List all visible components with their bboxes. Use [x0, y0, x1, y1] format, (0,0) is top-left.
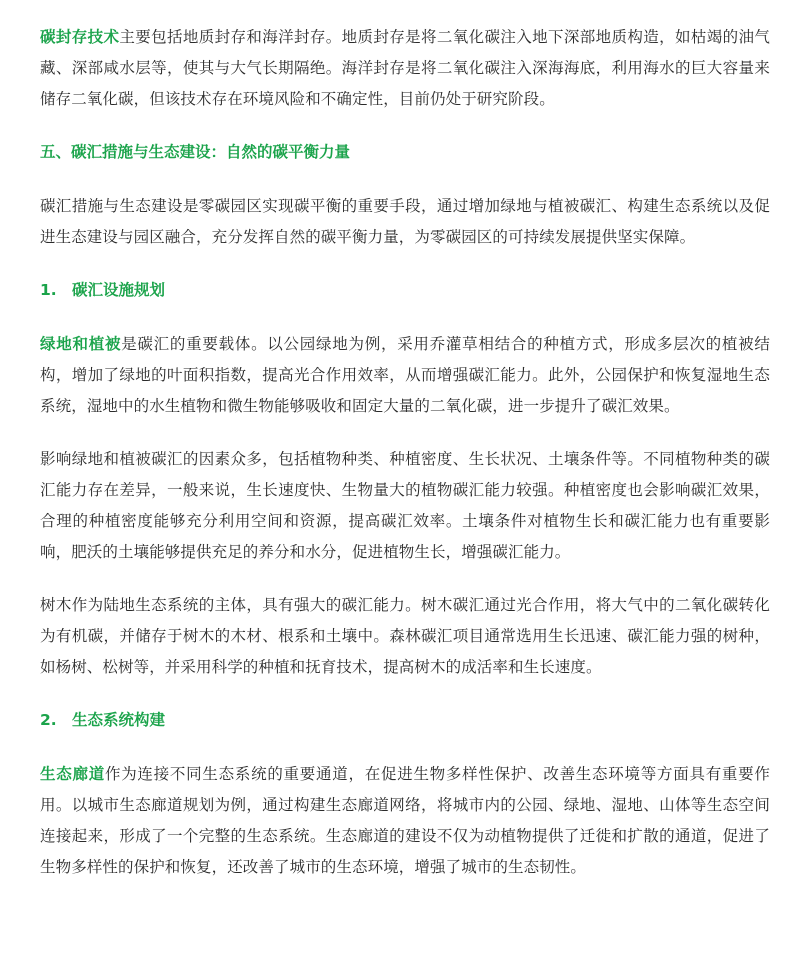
paragraph-carbon-storage: [40, 22, 770, 115]
paragraph-text: 主要包括地质封存和海洋封存。地质封存是将二氧化碳注入地下深部地质构造，如枯竭的油气藏、深部咸水层等，使其与大气长期隔绝。海洋封存是将二氧化碳注入深海海底，利用海水的巨大容量来储存二氧化碳，但该技术存在环境风险和不确定性，目前仍处于研究阶段。: [40, 28, 770, 108]
subsection-number: 1.: [40, 281, 57, 299]
highlight-term: 碳封存技术: [40, 28, 120, 46]
highlight-term: 绿地和植被: [40, 335, 122, 353]
paragraph-text: 作为连接不同生态系统的重要通道，在促进生物多样性保护、改善生态环境等方面具有重要作用。以城市生态廊道规划为例，通过构建生态廊道网络，将城市内的公园、绿地、湿地、山体等生态空间连接起来，形成了一个完整的生态系统。生态廊道的建设不仅为动植物提供了迁徙和扩散的通道，促进了生物多样性的保护和恢复，还改善了城市的生态环境，增强了城市的生态韧性。: [40, 765, 770, 876]
highlight-term: 生态廊道: [40, 765, 105, 783]
paragraph-trees: 树木作为陆地生态系统的主体，具有强大的碳汇能力。树木碳汇通过光合作用，将大气中的二氧化碳转化为有机碳，并储存于树木的木材、根系和土壤中。森林碳汇项目通常选用生长迅速、碳汇能力强的树种，如杨树、松树等，并采用科学的种植和抚育技术，提高树木的成活率和生长速度。: [40, 596, 770, 676]
subsection-title: 生态系统构建: [72, 711, 166, 729]
subsection-number: 2.: [40, 711, 57, 729]
section-heading: 五、碳汇措施与生态建设：自然的碳平衡力量: [40, 143, 351, 161]
subsection-title: 碳汇设施规划: [72, 281, 166, 299]
subsection-heading: [40, 275, 770, 306]
paragraph-greenland: [40, 329, 770, 422]
paragraph-text: 是碳汇的重要载体。以公园绿地为例，采用乔灌草相结合的种植方式，形成多层次的植被结构，增加了绿地的叶面积指数，提高光合作用效率，从而增强碳汇能力。此外，公园保护和恢复湿地生态系统，湿地中的水生植物和微生物能够吸收和固定大量的二氧化碳，进一步提升了碳汇效果。: [40, 335, 770, 415]
article-body: [40, 22, 770, 883]
paragraph-intro: 碳汇措施与生态建设是零碳园区实现碳平衡的重要手段，通过增加绿地与植被碳汇、构建生态系统以及促进生态建设与园区融合，充分发挥自然的碳平衡力量，为零碳园区的可持续发展提供坚实保障。: [40, 197, 770, 246]
subsection-heading: [40, 705, 770, 736]
paragraph-factors: 影响绿地和植被碳汇的因素众多，包括植物种类、种植密度、生长状况、土壤条件等。不同植物种类的碳汇能力存在差异，一般来说，生长速度快、生物量大的植物碳汇能力较强。种植密度也会影响碳汇效果，合理的种植密度能够充分利用空间和资源，提高碳汇效率。土壤条件对植物生长和碳汇能力也有重要影响，肥沃的土壤能够提供充足的养分和水分，促进植物生长，增强碳汇能力。: [40, 450, 770, 561]
paragraph-eco-corridor: [40, 759, 770, 883]
